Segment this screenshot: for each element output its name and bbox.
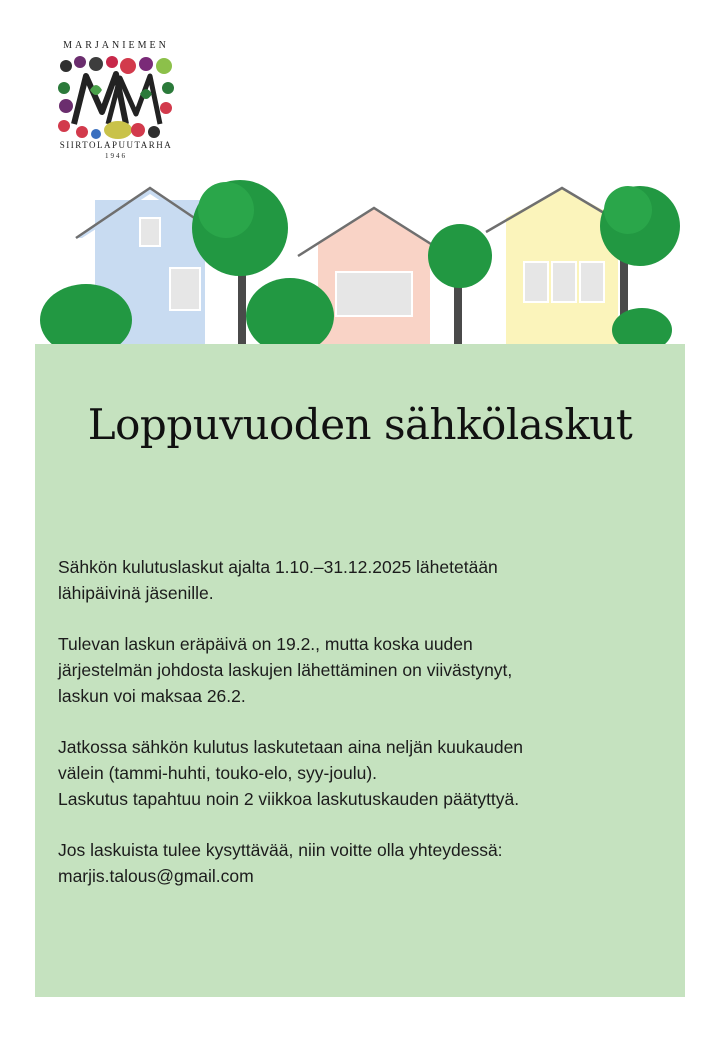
logo-bottom-text: SIIRTOLAPUUTARHA (59, 140, 173, 150)
paragraph-contact (58, 837, 668, 889)
text-line: lähipäivinä jäsenille. (58, 583, 214, 603)
notice-panel (35, 344, 685, 997)
notice-title: Loppuvuoden sähkölaskut (87, 400, 633, 449)
logo-year: 1946 (105, 152, 127, 160)
paragraph-billing-cycle (58, 734, 668, 812)
notice-body (58, 554, 668, 914)
logo-top-text: MARJANIEMEN (63, 40, 169, 51)
text-line: Sähkön kulutuslaskut ajalta 1.10.–31.12.2025 lähetetään (58, 557, 498, 577)
contact-email: marjis.talous@gmail.com (58, 866, 254, 886)
text-line: laskun voi maksaa 26.2. (58, 686, 246, 706)
houses-illustration (0, 170, 720, 350)
text-line: Laskutus tapahtuu noin 2 viikkoa laskutuskauden päätyttyä. (58, 789, 520, 809)
text-line: Jatkossa sähkön kulutus laskutetaan aina neljän kuukauden (58, 737, 524, 757)
text-line: Tulevan laskun eräpäivä on 19.2., mutta koska uuden (58, 634, 473, 654)
text-line: Jos laskuista tulee kysyttävää, niin voitte olla yhteydessä: (58, 840, 503, 860)
logo (52, 40, 180, 162)
paragraph-delivery (58, 554, 668, 606)
text-line: järjestelmän johdosta laskujen lähettäminen on viivästynyt, (58, 660, 513, 680)
paragraph-due-date (58, 631, 668, 709)
fruit-logo-icon (56, 54, 176, 140)
text-line: välein (tammi-huhti, touko-elo, syy-joulu). (58, 763, 378, 783)
